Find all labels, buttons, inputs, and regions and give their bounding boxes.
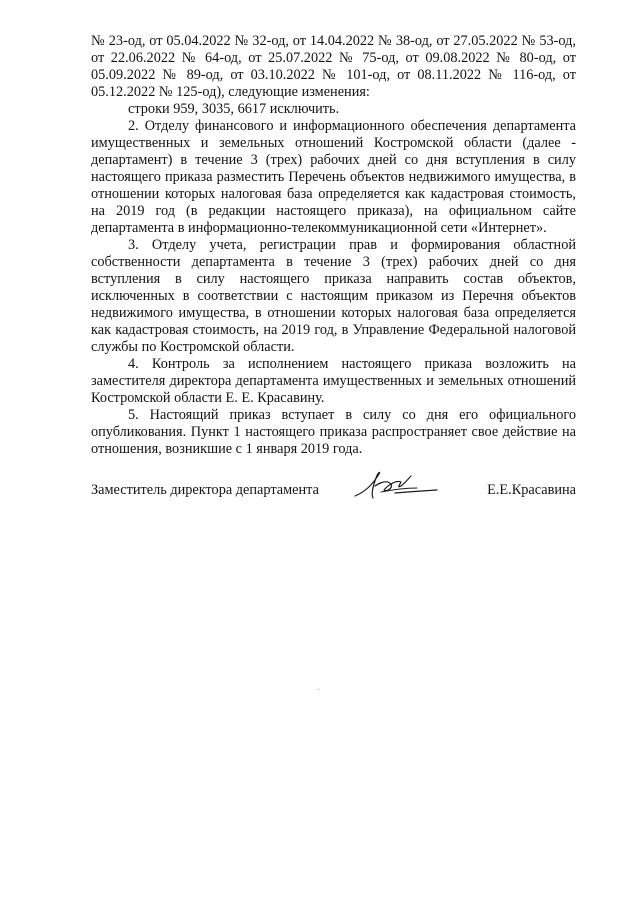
amendments-continuation: № 23-од, от 05.04.2022 № 32-од, от 14.04.2022 № 38-од, от 27.05.2022 № 53-од, от 22.06.2022 № 64-од, от 25.07.2022 № 75-од, от 09.08.2022 № 80-од, от 05.09.2022 № 89-од, от 03.10.2022 № 101-од, от 08.11.2022 № 116-од, от 05.12.2022 № 125-од), следующие изменения: (91, 33, 576, 100)
rows-to-exclude: строки 959, 3035, 6617 исключить. (128, 101, 340, 117)
signature-block (91, 478, 576, 508)
paragraph-4: 4. Контроль за исполнением настоящего приказа возложить на заместителя директора департамента имущественных и земельных отношений Костромской области Е. Е. Красавину. (91, 356, 576, 406)
signer-position: Заместитель директора департамента (91, 482, 319, 498)
scan-speck (318, 689, 319, 690)
signer-name: Е.Е.Красавина (487, 482, 576, 498)
handwritten-signature (351, 466, 441, 504)
paragraph-3: 3. Отделу учета, регистрации прав и формирования областной собственности департамента в течение 3 (трех) рабочих дней со дня вступления в силу настоящего приказа направить состав объектов, исключенных в соответствии с настоящим приказом из Перечня объектов недвижимого имущества, в отношении которых налоговая база определяется как кадастровая стоимость, на 2019 год, в Управление Федеральной налоговой службы по Костромской области. (91, 237, 576, 355)
paragraph-5: 5. Настоящий приказ вступает в силу со дня его официального опубликования. Пункт 1 настоящего приказа распространяет свое действие на отношения, возникшие с 1 января 2019 года. (91, 407, 576, 457)
paragraph-2: 2. Отделу финансового и информационного обеспечения департамента имущественных и земельных отношений Костромской области (далее - департамент) в течение 3 (трех) рабочих дней со дня вступления в силу настоящего приказа разместить Перечень объектов недвижимого имущества, в отношении которых налоговая база определяется как кадастровая стоимость, на 2019 год (в редакции настоящего приказа), на официальном сайте департамента в информационно-телекоммуникационной сети «Интернет». (91, 118, 576, 236)
document-body (91, 33, 576, 458)
